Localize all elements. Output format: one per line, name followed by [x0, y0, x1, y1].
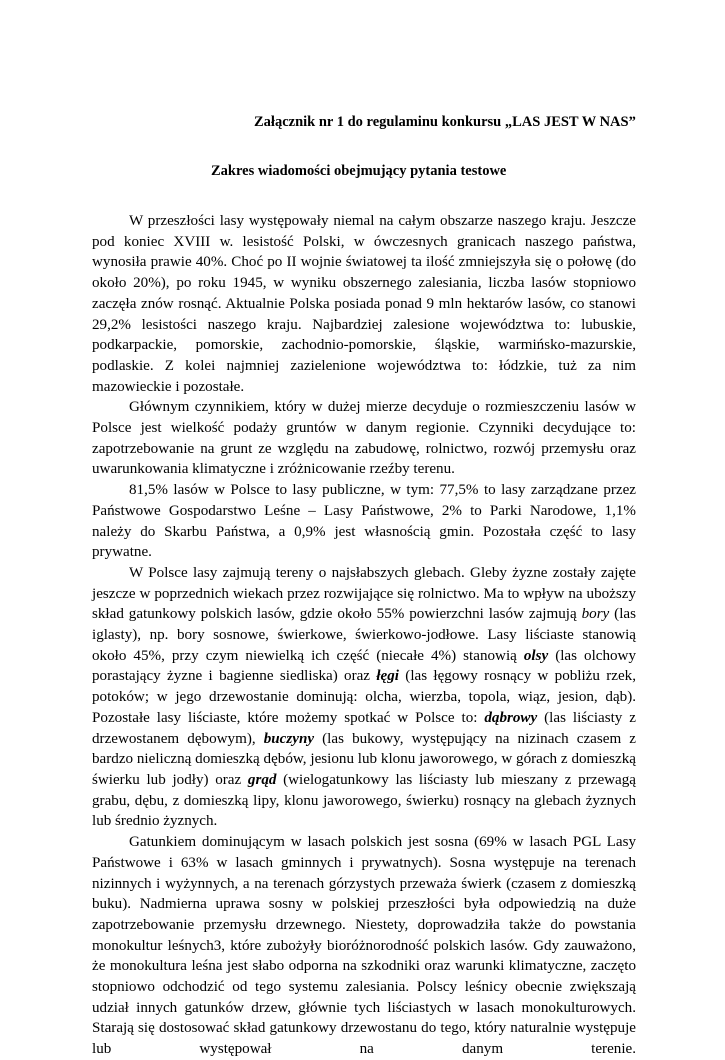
forest-types-text: (las bukowy, występujący na nizinach czasem z bardzo nieliczną domieszką dębów, jesionu lub klonu jaworowego, w górach z domieszką świerku lub jodły) oraz [92, 730, 636, 788]
forest-types-text: (las olchowy porastający żyzne i bagienne siedliska) oraz [92, 647, 636, 685]
body-text [92, 211, 636, 1060]
forest-types-text: (las liściasty z drzewostanem dębowym), [92, 709, 636, 747]
term-legi: łęgi [376, 668, 399, 685]
annex-title: Załącznik nr 1 do regulaminu konkursu „LAS JEST W NAS” [254, 114, 636, 130]
term-dabrowy: dąbrowy [484, 709, 538, 726]
paragraph-dominant-species: Gatunkiem dominującym w lasach polskich jest sosna (69% w lasach PGL Lasy Państwowe i 63% w lasach gminnych i prywatnych). Sosna występuje na terenach nizinnych i wyżynnych, a na terenach górzystych przeważa świerk (czasem z domieszką buku). Nadmierna uprawa sosny w polskiej przeszłości była odpowiedzią na duże zapotrzebowanie przemysłu drzewnego. Niestety, doprowadziła także do powstania monokultur leśnych3, które zubożyły bioróżnorodność polskich lasów. Gdy zauważono, że monokultura leśna jest słabo odporna na szkodniki oraz warunki klimatyczne, zaczęto stopniowo odchodzić od tego systemu zalesiania. Polscy leśnicy obecnie zwiększają udział innych gatunków drzew, głównie tych liściastych w lasach monokulturowych. Starają się dostosować skład gatunkowy drzewostanu do tego, który naturalnie występuje lub występował na danym terenie. [92, 834, 636, 1058]
term-bory: bory [581, 606, 610, 623]
forest-types-text: (wielogatunkowy las liściasty lub mieszany z przewagą grabu, dębu, z domieszką lipy, klonu jaworowego, świerku) rosnący na glebach żyznych lub średnio żyznych. [92, 771, 636, 830]
term-grad: grąd [247, 771, 277, 788]
forest-types-text: (las iglasty), np. bory sosnowe, świerkowe, świerkowo-jodłowe. Lasy liściaste stanowią około 45%, przy czym niewielką ich część (niecałe 4%) stanowią [92, 606, 636, 664]
paragraph-forest-ownership: 81,5% lasów w Polsce to lasy publiczne, w tym: 77,5% to lasy zarządzane przez Państwowe Gospodarstwo Leśne – Lasy Państwowe, 2% to Parki Narodowe, 1,1% należy do Skarbu Państwa, a 0,9% jest własnością gmin. Pozostała część to lasy prywatne. [92, 482, 636, 561]
term-buczyny: buczyny [263, 730, 315, 747]
paragraph-forest-types [92, 563, 636, 832]
paragraph-forest-factors: Głównym czynnikiem, który w dużej mierze decyduje o rozmieszczeniu lasów w Polsce jest wielkość podaży gruntów w danym regionie. Czynniki decydujące to: zapotrzebowanie na grunt ze względu na zabudowę, rolnictwo, rozwój przemysłu oraz uwarunkowania klimatyczne i zróżnicowanie rzeźby terenu. [92, 399, 636, 478]
paragraph-forest-history: W przeszłości lasy występowały niemal na całym obszarze naszego kraju. Jeszcze pod koniec XVIII w. lesistość Polski, w ówczesnych granicach naszego państwa, wynosiła prawie 40%. Choć po II wojnie światowej ta ilość zmniejszyła się o połowę (do około 20%), po roku 1945, w wyniku obszernego zalesiania, liczba lasów stopniowo zaczęła znów rosnąć. Aktualnie Polska posiada ponad 9 mln hektarów lasów, co stanowi 29,2% lesistości naszego kraju. Najbardziej zalesione województwa to: lubuskie, podkarpackie, pomorskie, zachodnio-pomorskie, śląskie, warmińsko-mazurskie, podlaskie. Z kolei najmniej zazielenione województwa to: łódzkie, tuż za nim mazowieckie i pozostałe. [92, 213, 636, 395]
forest-types-text: (las łęgowy rosnący w pobliżu rzek, potoków; w jego drzewostanie dominują: olcha, wierzba, topola, wiąz, jesion, dąb). Pozostałe lasy liściaste, które możemy spotkać w Polsce to: [92, 668, 636, 726]
forest-types-text: W Polsce lasy zajmują tereny o najsłabszych glebach. Gleby żyzne zostały zajęte jeszcze w poprzednich wiekach przez rozwijające się rolnictwo. Ma to wpływ na uboższy skład gatunkowy polskich lasów, gdzie około 55% powierzchni lasów zajmują [92, 564, 636, 623]
term-olsy: olsy [523, 647, 549, 664]
section-title: Zakres wiadomości obejmujący pytania testowe [211, 163, 507, 179]
